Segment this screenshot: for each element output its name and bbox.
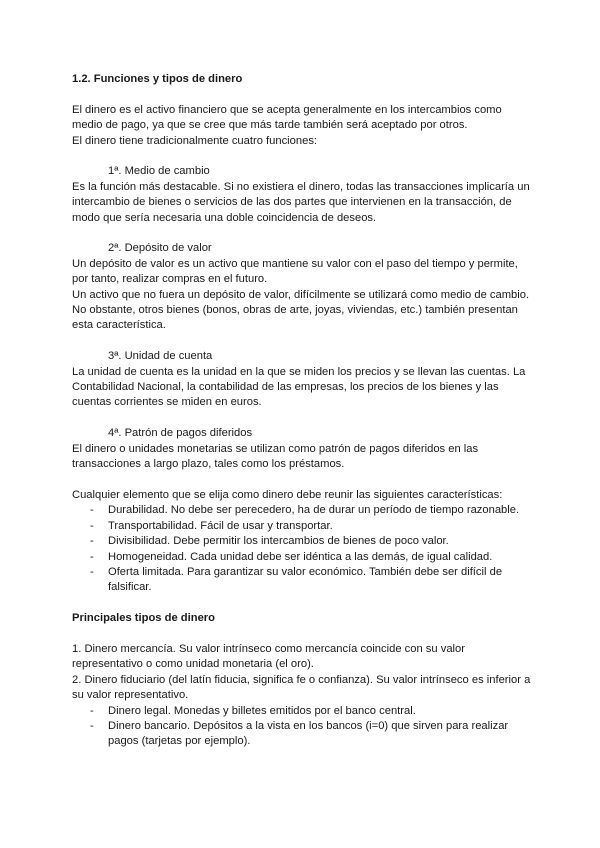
list-item: - Divisibilidad. Debe permitir los intercambios de bienes de poco valor. (90, 534, 532, 549)
characteristics-list (72, 503, 532, 595)
fiduciary-subtypes-list (72, 704, 532, 750)
section-title: 1.2. Funciones y tipos de dinero (72, 73, 243, 85)
function-body: Un depósito de valor es un activo que mantiene su valor con el paso del tiempo y permite, por tanto, realizar compras en el futuro. (72, 257, 518, 286)
function-body: El dinero o unidades monetarias se utilizan como patrón de pagos diferidos en las transacciones a largo plazo, tales como los préstamos. (72, 442, 479, 471)
list-item: - Transportabilidad. Fácil de usar y transportar. (90, 519, 532, 534)
list-item: - Dinero bancario. Depósitos a la vista en los bancos (i=0) que sirven para realizar pagos (tarjetas por ejemplo). (90, 719, 532, 750)
intro-paragraph: El dinero tiene tradicionalmente cuatro funciones: (72, 134, 318, 147)
list-item: - Homogeneidad. Cada unidad debe ser idéntica a las demás, de igual calidad. (90, 550, 532, 565)
list-item: - Oferta limitada. Para garantizar su valor económico. También debe ser difícil de falsificar. (90, 565, 532, 596)
function-body: Es la función más destacable. Si no existiera el dinero, todas las transacciones implicaría un intercambio de bienes o servicios de las dos partes que intervienen en la transacción, de modo que sería necesaria una doble coincidencia de deseos. (72, 180, 530, 224)
function-heading: 1ª. Medio de cambio (108, 165, 210, 178)
intro-paragraph: El dinero es el activo financiero que se acepta generalmente en los intercambios como medio de pago, ya que se cree que más tarde también será aceptado por otros. (72, 103, 502, 132)
document-page (72, 72, 532, 750)
type-paragraph: 2. Dinero fiduciario (del latín fiducia, significa fe o confianza). Su valor intrínseco es inferior a su valor representativo. (72, 673, 531, 702)
list-item: - Durabilidad. No debe ser perecedero, ha de durar un período de tiempo razonable. (90, 503, 532, 518)
list-item: - Dinero legal. Monedas y billetes emitidos por el banco central. (90, 704, 532, 719)
function-body: La unidad de cuenta es la unidad en la que se miden los precios y se llevan las cuentas. La Contabilidad Nacional, la contabilidad de las empresas, los precios de los bienes y las cuentas corrientes se miden en euros. (72, 365, 526, 409)
function-heading: 4ª. Patrón de pagos diferidos (108, 427, 253, 440)
types-title: Principales tipos de dinero (72, 612, 215, 625)
function-body: Un activo que no fuera un depósito de valor, difícilmente se utilizará como medio de cambio. No obstante, otros bienes (bonos, obras de arte, joyas, viviendas, etc.) también presentan esta característica. (72, 288, 530, 332)
function-heading: 2ª. Depósito de valor (108, 242, 212, 255)
type-paragraph: 1. Dinero mercancía. Su valor intrínseco como mercancía coincide con su valor representativo o como unidad monetaria (el oro). (72, 642, 465, 671)
function-heading: 3ª. Unidad de cuenta (108, 350, 213, 363)
characteristics-intro: Cualquier elemento que se elija como dinero debe reunir las siguientes características: (72, 488, 503, 501)
